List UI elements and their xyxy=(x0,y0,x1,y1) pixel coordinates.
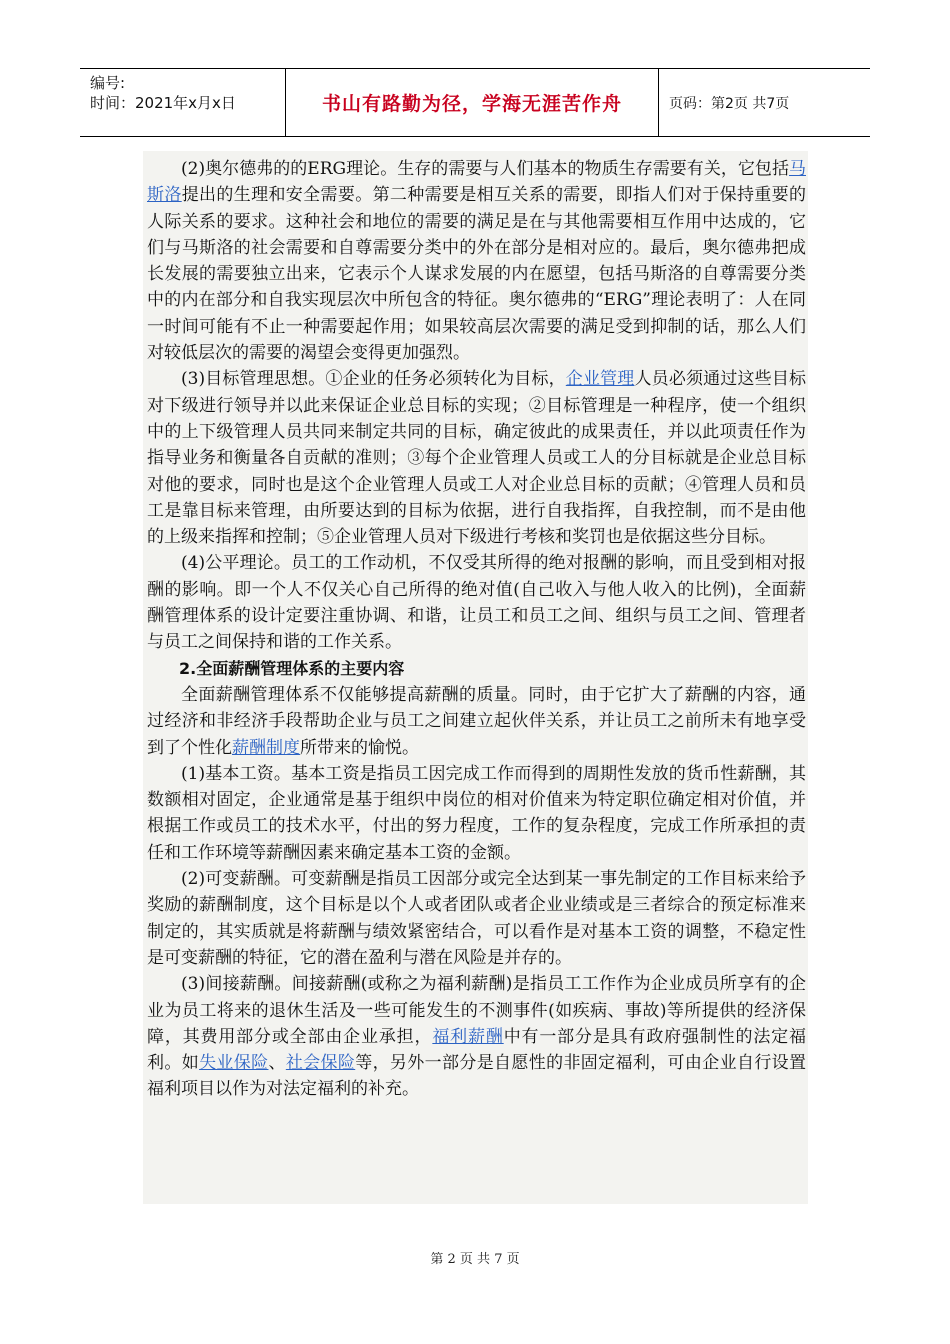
link-unemployment-insurance[interactable]: 失业保险 xyxy=(199,1053,269,1074)
page-label: 页码：第2页 共7页 xyxy=(669,95,790,112)
page-footer: 第 2 页 共 7 页 xyxy=(430,1252,520,1267)
page-header xyxy=(80,68,870,137)
section-heading: 2.全面薪酬管理体系的主要内容 xyxy=(179,658,405,678)
paragraph-base-pay: (1)基本工资。基本工资是指员工因完成工作而得到的周期性发放的货币性薪酬，其数额相对固定，企业通常是基于组织中岗位的相对价值来为特定职位确定相对价值，并根据工作或员工的技术水平，付出的努力程度，工作的复杂程度，完成工作所承担的责任和工作环境等薪酬因素来确定基本工资的金额。 xyxy=(147,763,806,863)
header-motto-cell xyxy=(285,69,659,136)
link-social-insurance[interactable]: 社会保险 xyxy=(285,1053,356,1074)
link-enterprise-management[interactable]: 企业管理 xyxy=(565,369,635,390)
link-pay-system[interactable]: 薪酬制度 xyxy=(232,737,300,758)
header-page-cell xyxy=(659,69,870,136)
paragraph-indirect-pay: (3)间接薪酬。间接薪酬(或称之为福利薪酬)是指员工工作作为企业成员所享有的企业为员工将来的退休生活及一些可能发生的不测事件(如疾病、事故)等所提供的经济保障，其费用部分或全部由企业承担，福利薪酬中有一部分是具有政府强制性的法定福利。如失业保险、社会保险等，另外一部分是自愿性的非固定福利，可由企业自行设置福利项目以作为对法定福利的补充。 xyxy=(147,974,807,1100)
paragraph-mbo: (3)目标管理思想。①企业的任务必须转化为目标，企业管理人员必须通过这些目标对下级进行领导并以此来保证企业总目标的实现；②目标管理是一种程序，使一个组织中的上下级管理人员共同来制定共同的目标，确定彼此的成果责任，并以此项责任作为指导业务和衡量各自贡献的准则；③每个企业管理人员或工人的分目标就是企业总目标对他的要求，同时也是这个企业管理人员或工人对企业总目标的贡献；④管理人员和员工是靠目标来管理，由所要达到的目标为依据，进行自我指挥，自我控制，而不是由他的上级来指挥和控制；⑤企业管理人员对下级进行考核和奖罚也是依据这些分目标。 xyxy=(147,369,807,548)
link-welfare-pay[interactable]: 福利薪酬 xyxy=(432,1026,504,1047)
link-maslow[interactable]: 马斯洛 xyxy=(147,159,806,206)
number-label: 编号: xyxy=(90,74,126,92)
paragraph-equity: (4)公平理论。员工的工作动机，不仅受其所得的绝对报酬的影响，而且受到相对报酬的影响。即一个人不仅关心自己所得的绝对值(自己收入与他人收入的比例)，全面薪酬管理体系的设计定要注重协调、和谐，让员工和员工之间、组织与员工之间、管理者与员工之间保持和谐的工作关系。 xyxy=(147,553,806,653)
header-meta xyxy=(80,69,285,136)
date-label: 时间：2021年x月x日 xyxy=(90,94,236,112)
motto: 书山有路勤为径，学海无涯苦作舟 xyxy=(321,93,622,115)
paragraph-variable-pay: (2)可变薪酬。可变薪酬是指员工因部分或完全达到某一事先制定的工作目标来给予奖励的薪酬制度，这个目标是以个人或者团队或者企业业绩或是三者综合的预定标准来制定的，其实质就是将薪酬与绩效紧密结合，可以看作是对基本工资的调整，不稳定性是可变薪酬的特征，它的潜在盈利与潜在风险是并存的。 xyxy=(147,869,806,968)
paragraph-erg: (2)奥尔德弗的的ERG理论。生存的需要与人们基本的物质生存需要有关，它包括马斯洛提出的生理和安全需要。第二种需要是相互关系的需要，即指人们对于保持重要的人际关系的要求。这种社会和地位的需要的满足是在与其他需要相互作用中达成的，它们与马斯洛的社会需要和自尊需要分类中的外在部分是相对应的。最后，奥尔德弗把成长发展的需要独立出来，它表示个人谋求发展的内在愿望，包括马斯洛的自尊需要分类中的内在部分和自我实现层次中所包含的特征。奥尔德弗的“ERG”理论表明了：人在同一时间可能有不止一种需要起作用；如果较高层次需要的满足受到抑制的话，那么人们对较低层次的需要的渴望会变得更加强烈。 xyxy=(147,159,806,364)
paragraph-intro: 全面薪酬管理体系不仅能够提高薪酬的质量。同时，由于它扩大了薪酬的内容，通过经济和非经济手段帮助企业与员工之间建立起伙伴关系，并让员工之前所未有地享受到了个性化薪酬制度所带来的愉悦。 xyxy=(147,684,806,758)
document-body xyxy=(143,151,808,1204)
